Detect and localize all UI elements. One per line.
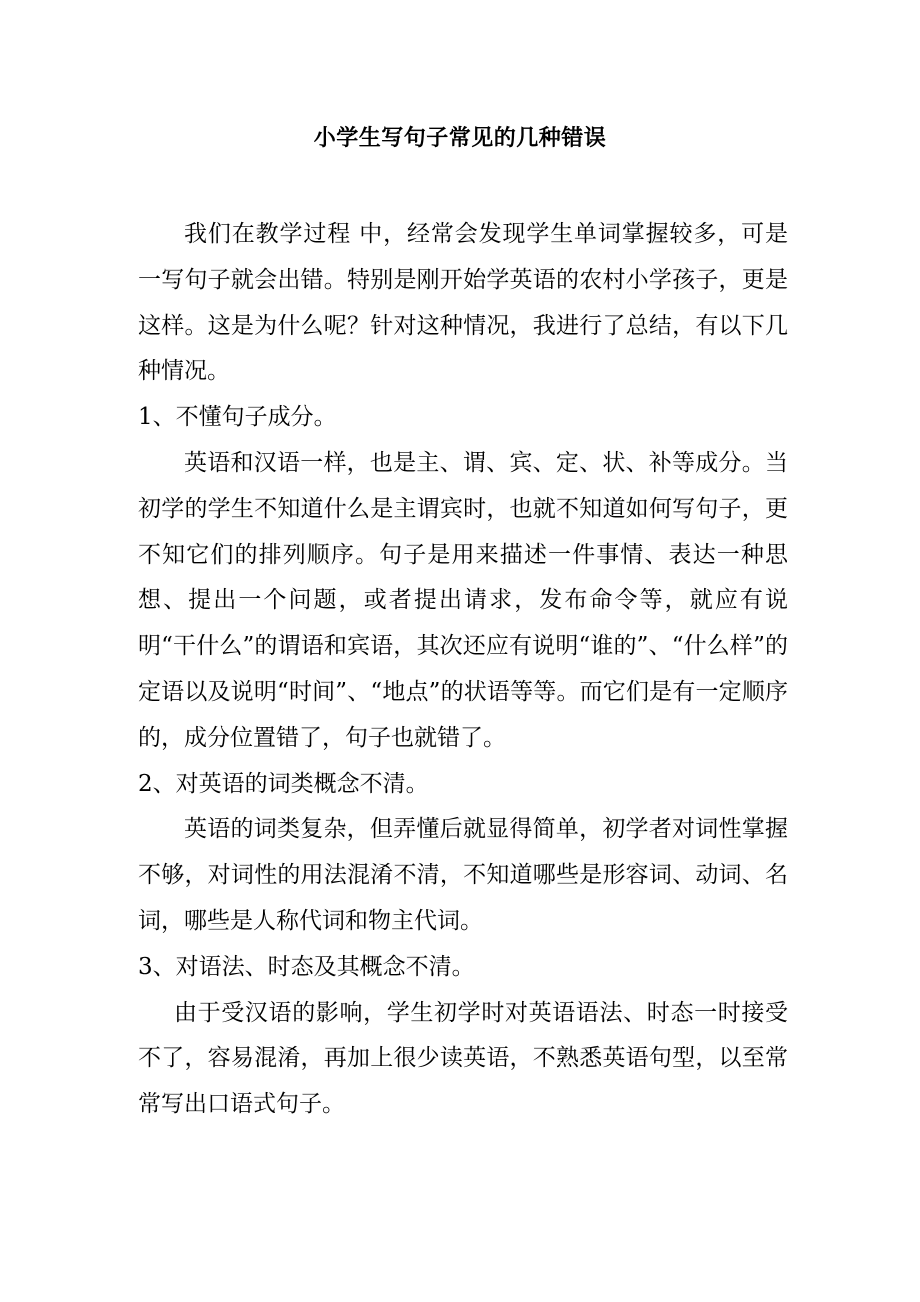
document-title: 小学生写句子常见的几种错误 [313, 125, 607, 151]
intro-paragraph: 我们在教学过程 中，经常会发现学生单词掌握较多，可是一写句子就会出错。特别是刚开始学英语的农村小学孩子，更是这样。这是为什么呢？针对这种情况，我进行了总结，有以下几种情况。 [138, 221, 788, 385]
document-body [138, 212, 788, 1128]
section-heading-3: 3、对语法、时态及其概念不清。 [138, 953, 475, 980]
section-heading-1: 1、不懂句子成分。 [138, 404, 337, 431]
section-body-1: 英语和汉语一样，也是主、谓、宾、定、状、补等成分。当初学的学生不知道什么是主谓宾时，也就不知道如何写句子，更不知它们的排列顺序。句子是用来描述一件事情、表达一种思想、提出一个问题，或者提出请求，发布命令等，就应有说明“干什么”的谓语和宾语，其次还应有说明“谁的”、“什么样”的定语以及说明“时间”、“地点”的状语等等。而它们是有一定顺序的，成分位置错了，句子也就错了。 [138, 449, 788, 751]
section-body-3: 由于受汉语的影响，学生初学时对英语语法、时态一时接受不了，容易混淆，再加上很少读英语，不熟悉英语句型，以至常常写出口语式句子。 [138, 999, 788, 1118]
section-heading-2: 2、对英语的词类概念不清。 [138, 770, 429, 797]
section-body-2: 英语的词类复杂，但弄懂后就显得简单，初学者对词性掌握不够，对词性的用法混淆不清，不知道哪些是形容词、动词、名词，哪些是人称代词和物主代词。 [138, 816, 788, 934]
